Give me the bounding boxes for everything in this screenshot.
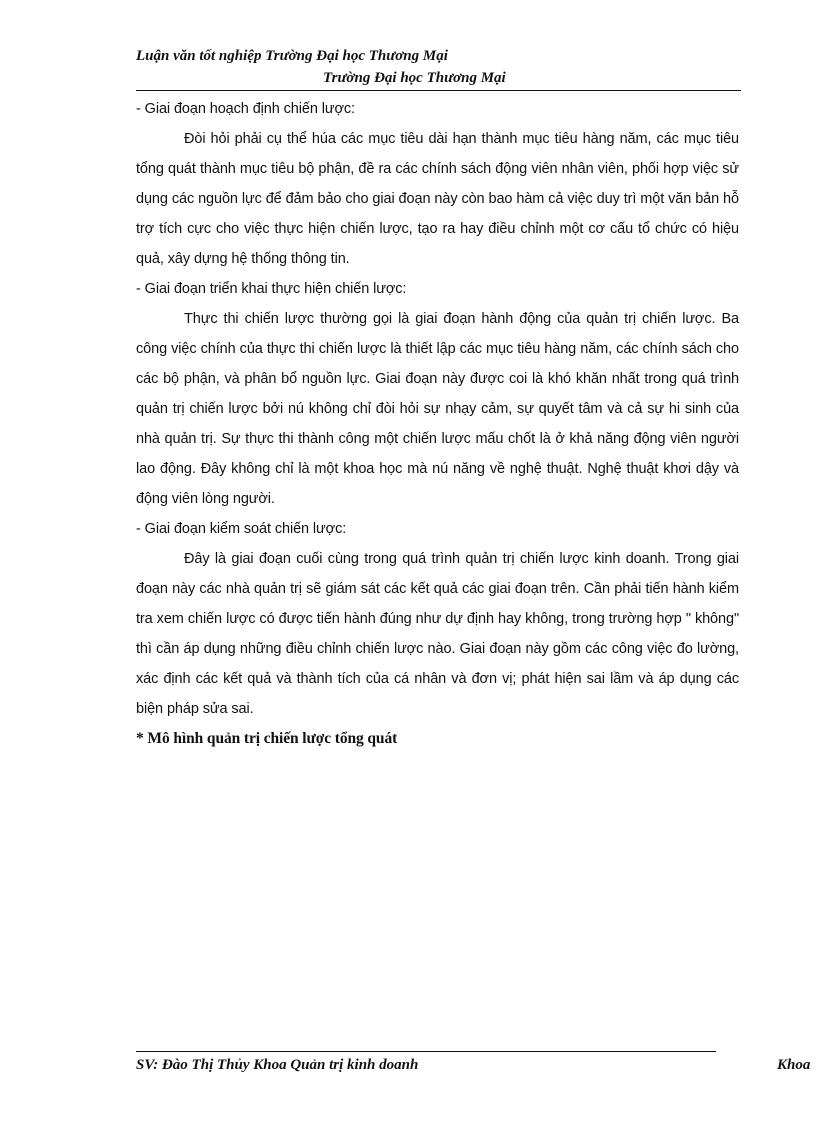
footer-student: SV: Đào Thị Thủy Khoa Quản trị kinh doanh [136,1057,419,1073]
footer-divider [136,1051,716,1052]
section-heading-implementation: - Giai đoạn triển khai thực hiện chiến lược: [136,281,407,297]
document-body [136,94,739,754]
header-divider [136,90,741,91]
paragraph-implementation: Thực thi chiến lược thường gọi là giai đoạn hành động của quản trị chiến lược. Ba công việc chính của thực thi chiến lược là thiết lập các mục tiêu hàng năm, các chính sách cho các bộ phận, và phân bổ nguồn lực. Giai đoạn này được coi là khó khăn nhất trong quá trình quản trị chiến lược bởi nú không chỉ đòi hỏi sự nhạy cảm, sự quyết tâm và cả sự hi sinh của nhà quản trị. Sự thực thi thành công một chiến lược mấu chốt là ở khả năng động viên người lao động. Đây không chỉ là một khoa học mà nú năng về nghệ thuật. Nghệ thuật khơi dậy và động viên lòng người. [136,311,739,507]
footer-faculty: Khoa [777,1057,811,1073]
section-heading-control: - Giai đoạn kiểm soát chiến lược: [136,521,347,537]
section-heading-planning: - Giai đoạn hoạch định chiến lược: [136,101,355,117]
model-heading: * Mô hình quản trị chiến lược tổng quát [136,730,398,747]
running-header-title: Luận văn tốt nghiệp Trường Đại học Thương Mại [136,48,448,64]
paragraph-control: Đây là giai đoạn cuối cùng trong quá trình quản trị chiến lược kinh doanh. Trong giai đoạn này các nhà quản trị sẽ giám sát các kết quả các giai đoạn trên. Cần phải tiến hành kiểm tra xem chiến lược có được tiến hành đúng như dự định hay không, trong trường hợp " không" thì cần áp dụng những điều chỉnh chiến lược nào. Giai đoạn này gồm các công việc đo lường, xác định các kết quả và thành tích của cá nhân và đơn vị; phát hiện sai lầm và áp dụng các biện pháp sửa sai. [136,551,739,717]
paragraph-planning: Đòi hỏi phải cụ thể húa các mục tiêu dài hạn thành mục tiêu hàng năm, các mục tiêu tổng quát thành mục tiêu bộ phận, đề ra các chính sách động viên nhân viên, phối hợp việc sử dụng các nguồn lực để đảm bảo cho giai đoạn này còn bao hàm cả việc duy trì một văn bản hỗ trợ tích cực cho việc thực hiện chiến lược, tạo ra hay điều chỉnh một cơ cấu tổ chức có hiệu quả, xây dựng hệ thống thông tin. [136,131,739,267]
running-header-subtitle: Trường Đại học Thương Mại [323,70,506,86]
